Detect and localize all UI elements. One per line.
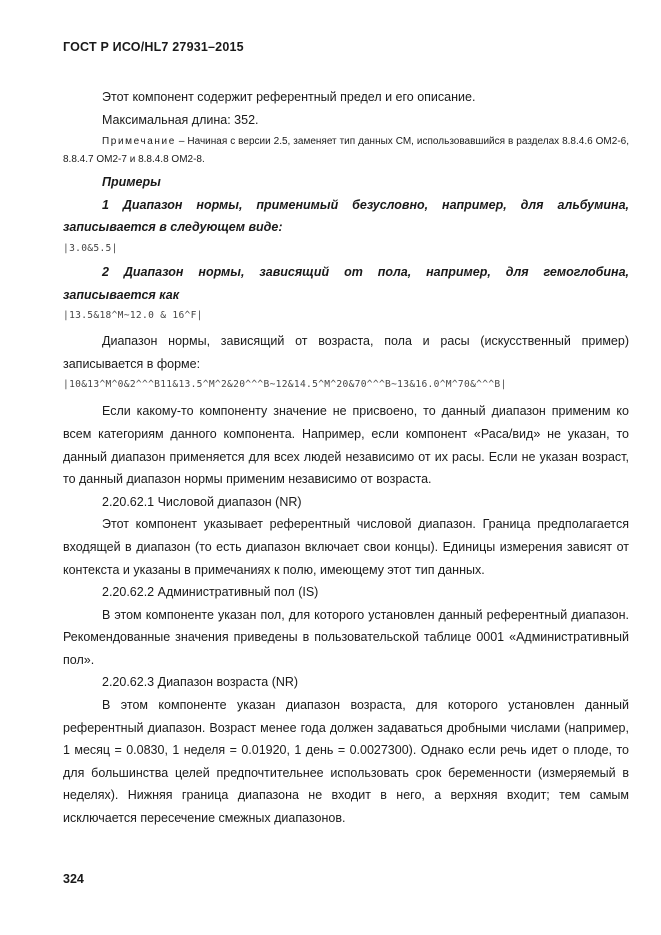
section-2-20-62-1-text: Этот компонент указывает референтный числовой диапазон. Граница предполагается входящей в диапазон (то есть диапазон включает свои концы). Единицы измерения зависят от контекста и указаны в примечаниях к полю, имеющему этот тип данных.: [63, 517, 629, 577]
note: [63, 133, 629, 169]
examples-heading: Примеры: [102, 175, 161, 190]
note-text: – Начиная с версии 2.5, заменяет тип данных СМ, использовавшийся в разделах 8.8.4.6 ОМ2-6, 8.8.4.7 ОМ2-7 и 8.8.4.8 ОМ2-8.: [63, 136, 629, 166]
example-3-code: |10&13^M^0&2^^^B11&13.5^M^2&20^^^B~12&14.5^M^20&70^^^B~13&16.0^M^70&^^^B|: [63, 379, 507, 391]
example-1-title: 1 Диапазон нормы, применимый безусловно, например, для альбумина, записывается в следующем виде:: [63, 197, 629, 235]
example-2-code: |13.5&18^M~12.0 & 16^F|: [63, 310, 203, 322]
section-2-20-62-3-text: В этом компоненте указан диапазон возраста, для которого установлен данный референтный диапазон. Возраст менее года должен задаваться дробными числами (например, 1 месяц = 0.0830, 1 неделя = 0.01920, 1 день = 0.0027300). Однако если речь идет о плоде, то для большинства целей предпочтительнее использовать срок беременности (измеряемый в неделях). Нижняя граница диапазона не входит в него, а верхняя входит; тем самым исключается пересечение смежных диапазонов.: [63, 698, 629, 826]
document-code-header: ГОСТ Р ИСО/HL7 27931–2015: [63, 40, 244, 54]
document-body: [63, 86, 629, 830]
section-2-20-62-2-title: 2.20.62.2 Административный пол (IS): [102, 585, 319, 600]
example-1-code: |3.0&5.5|: [63, 242, 118, 254]
note-label: Примечание: [102, 136, 176, 148]
example-2-title: 2 Диапазон нормы, зависящий от пола, например, для гемоглобина, записывается как: [63, 264, 629, 302]
section-2-20-62-3-title: 2.20.62.3 Диапазон возраста (NR): [102, 675, 299, 690]
section-2-20-62-2-text: В этом компоненте указан пол, для которого установлен данный референтный диапазон. Рекомендованные значения приведены в пользовательской таблице 0001 «Административный пол».: [63, 607, 629, 667]
paragraph-unassigned-component: Если какому-то компоненту значение не присвоено, то данный диапазон применим ко всем категориям данного компонента. Например, если компонент «Раса/вид» не указан, то данный диапазон применяется для всех людей независимо от их расы. Если не указан возраст, то данный диапазон нормы применим независимо от возраста.: [63, 404, 629, 487]
paragraph-max-length: Максимальная длина: 352.: [102, 112, 259, 127]
page-number: 324: [63, 872, 84, 886]
section-2-20-62-1-title: 2.20.62.1 Числовой диапазон (NR): [102, 494, 302, 509]
paragraph-component-description: Этот компонент содержит референтный предел и его описание.: [102, 90, 476, 104]
paragraph-age-sex-race-range: Диапазон нормы, зависящий от возраста, пола и расы (искусственный пример) записывается в форме:: [63, 334, 629, 371]
